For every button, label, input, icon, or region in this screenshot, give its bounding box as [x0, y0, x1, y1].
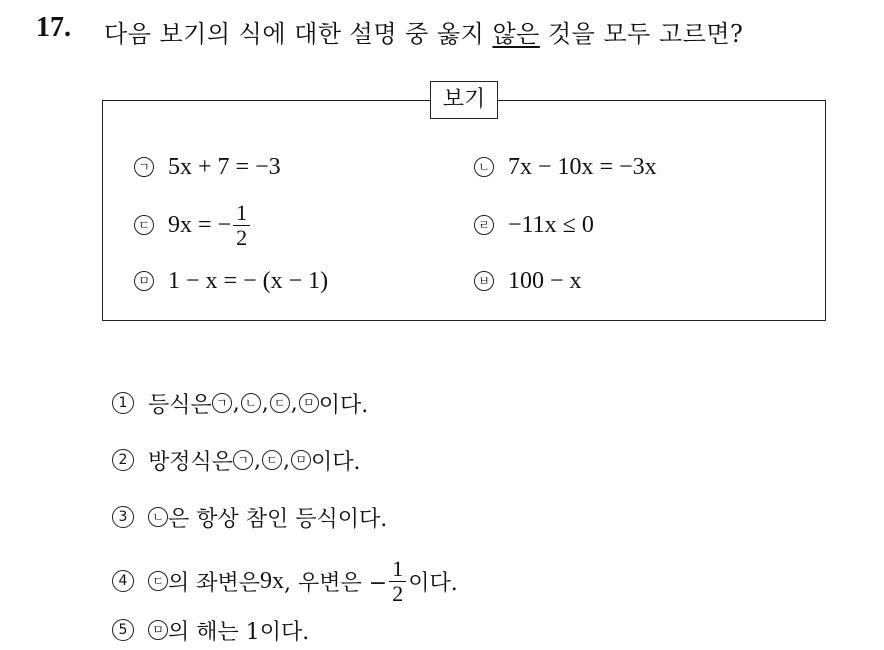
question-text-after: 것을 모두 고르면? [539, 20, 744, 48]
bogi-marker-c: ㄷ [134, 215, 154, 235]
choice-4-mid1: 의 좌변은 [168, 570, 261, 596]
choice-5-tail: 의 해는 1이다. [168, 619, 310, 645]
bogi-item-b [474, 138, 657, 196]
marker-ref: ㅁ [148, 620, 168, 640]
choice-4-mid2: , 우변은 − [284, 570, 388, 596]
marker-ref: ㄱ [233, 450, 253, 470]
bogi-expr-e: 1 − x = − (x − 1) [168, 267, 329, 294]
bogi-fraction-c [233, 201, 250, 248]
choice-2[interactable] [112, 440, 361, 480]
fraction-denominator: 2 [236, 224, 248, 250]
bogi-expr-c: 9x = − [168, 211, 232, 238]
bogi-marker-f: ㅂ [474, 271, 494, 291]
choice-number: 4 [112, 570, 134, 592]
bogi-marker-b: ㄴ [474, 157, 494, 177]
marker-ref: ㅁ [291, 450, 311, 470]
question-number: 17. [36, 12, 71, 43]
separator: , [261, 390, 269, 416]
bogi-expr-d: −11x ≤ 0 [508, 211, 594, 238]
fraction-numerator: 1 [389, 557, 406, 581]
separator: , [254, 447, 262, 473]
choice-3[interactable] [112, 497, 387, 537]
bogi-expr-b: 7x − 10x = −3x [508, 153, 657, 180]
separator: , [232, 390, 240, 416]
bogi-item-f [474, 252, 582, 310]
bogi-marker-e: ㅁ [134, 271, 154, 291]
marker-ref: ㄱ [212, 393, 232, 413]
question-text [104, 14, 743, 49]
bogi-item-e [134, 252, 328, 310]
choice-4-tail: 이다. [408, 570, 458, 596]
choice-1[interactable] [112, 383, 368, 423]
marker-ref: ㄷ [262, 450, 282, 470]
choice-1-tail: 이다. [318, 392, 369, 418]
choice-1-lead: 등식은 [148, 392, 212, 418]
marker-ref: ㄴ [241, 393, 261, 413]
choice-number: 2 [112, 449, 134, 471]
bogi-marker-a: ㄱ [134, 157, 154, 177]
choice-4-fraction [389, 557, 406, 604]
marker-ref: ㅁ [299, 393, 319, 413]
choice-5[interactable] [112, 610, 309, 650]
separator: , [283, 447, 291, 473]
choice-2-tail: 이다. [311, 449, 361, 475]
bogi-label: 보기 [430, 81, 498, 119]
choice-4-math: 9x [260, 567, 285, 594]
marker-ref: ㄷ [148, 571, 168, 591]
choice-3-tail: 은 항상 참인 등식이다. [168, 506, 388, 532]
fraction-numerator: 1 [233, 201, 250, 225]
fraction-denominator: 2 [392, 580, 404, 606]
bogi-expr-f: 100 − x [508, 267, 582, 294]
bogi-item-a [134, 138, 281, 196]
question-text-before: 다음 보기의 식에 대한 설명 중 옳지 [104, 20, 493, 48]
question-text-underlined: 않은 [492, 20, 540, 48]
choice-4[interactable] [112, 553, 458, 609]
bogi-expr-a: 5x + 7 = −3 [168, 153, 281, 180]
marker-ref: ㄴ [148, 507, 168, 527]
separator: , [290, 390, 298, 416]
choice-number: 3 [112, 506, 134, 528]
choice-number: 5 [112, 619, 134, 641]
choice-2-lead: 방정식은 [148, 449, 234, 475]
bogi-item-d [474, 196, 594, 254]
bogi-item-c [134, 196, 252, 254]
marker-ref: ㄷ [270, 393, 290, 413]
choice-number: 1 [112, 392, 134, 414]
bogi-marker-d: ㄹ [474, 215, 494, 235]
